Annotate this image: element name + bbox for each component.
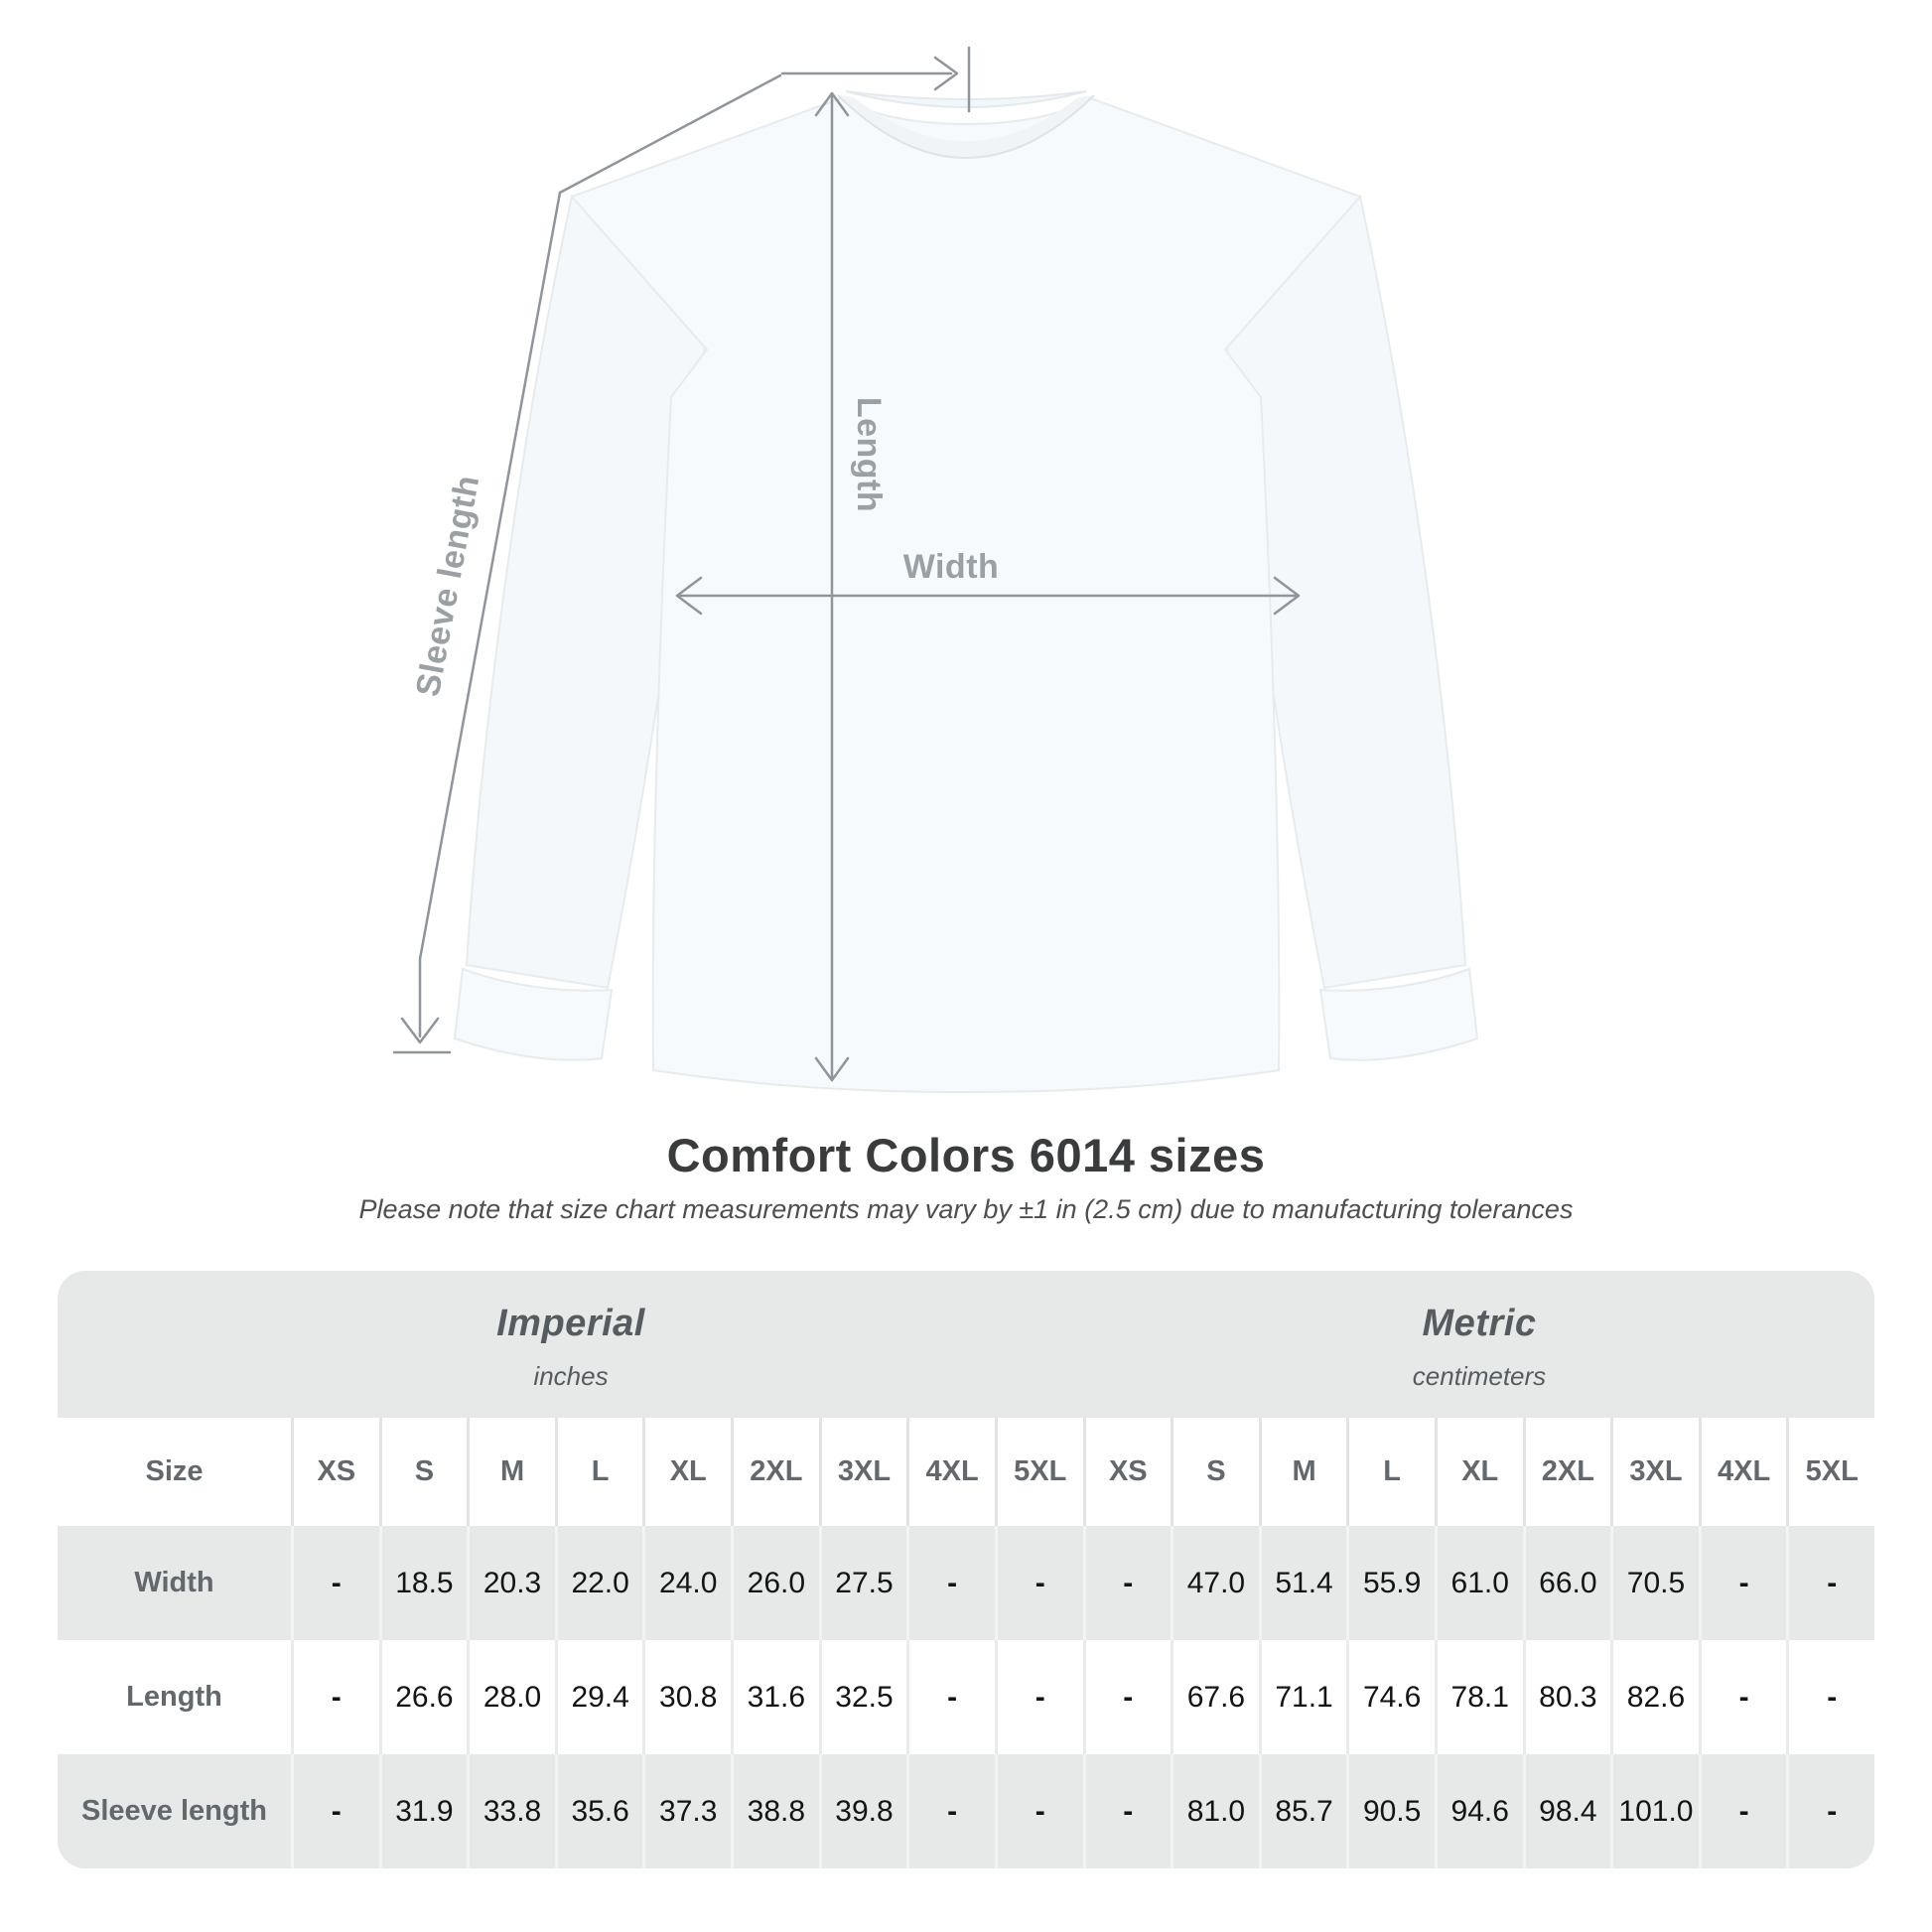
size-header-imperial-3xl [819,1418,907,1526]
size-header-imperial-s [379,1418,468,1526]
value-cell-metric-text: 55.9 [1362,1566,1422,1599]
size-header-metric-l-text: L [1383,1455,1401,1487]
value-cell-metric [1699,1754,1787,1868]
size-table [58,1271,1874,1868]
value-cell-imperial [291,1754,379,1868]
value-cell-imperial-text: 27.5 [835,1566,894,1599]
size-header-metric-m-text: M [1292,1455,1316,1487]
value-cell-metric-text: 80.3 [1539,1680,1597,1714]
value-cell-metric-text: - [1123,1680,1134,1714]
value-cell-metric [1523,1526,1611,1640]
value-cell-metric [1610,1526,1699,1640]
size-header-metric-2xl-text: 2XL [1541,1455,1594,1487]
width-measure-label: Width [902,548,1000,586]
size-header-imperial-5xl-text: 5XL [1014,1455,1067,1487]
value-cell-metric [1523,1754,1611,1868]
value-cell-imperial-text: 30.8 [659,1680,718,1714]
value-cell-imperial-text: 35.6 [571,1794,629,1828]
size-header-imperial-l-text: L [591,1455,610,1487]
unit-group-metric-unit: centimeters [1412,1361,1547,1391]
value-cell-metric-text: 51.4 [1275,1566,1333,1599]
value-cell-imperial [467,1526,555,1640]
value-cell-metric-text: - [1827,1566,1838,1599]
value-cell-imperial [379,1754,468,1868]
size-column-title [58,1418,291,1526]
value-cell-metric [1171,1526,1259,1640]
size-header-imperial-xs-text: XS [317,1455,356,1487]
value-cell-metric-text: 74.6 [1362,1680,1422,1714]
row-label [58,1640,291,1754]
row-label-text: Length [126,1681,222,1713]
size-header-metric-5xl [1786,1418,1874,1526]
value-cell-metric [1523,1640,1611,1754]
value-cell-metric-text: - [1827,1680,1838,1714]
value-cell-imperial [467,1640,555,1754]
size-column-title-text: Size [145,1455,204,1487]
value-cell-imperial [995,1526,1083,1640]
unit-group-metric-name: Metric [1422,1303,1537,1344]
value-cell-metric [1259,1754,1347,1868]
size-header-metric-4xl-text: 4XL [1717,1455,1771,1487]
value-cell-metric [1083,1754,1172,1868]
size-header-imperial-xl-text: XL [669,1455,707,1487]
table-row-sleeve-length [58,1754,1874,1868]
row-label [58,1754,291,1868]
value-cell-metric [1786,1526,1874,1640]
value-cell-metric [1259,1640,1347,1754]
value-cell-metric-text: 61.0 [1450,1566,1509,1599]
value-cell-metric [1699,1640,1787,1754]
value-cell-imperial-text: 22.0 [571,1566,629,1599]
table-row-length [58,1640,1874,1754]
value-cell-imperial [555,1754,643,1868]
size-header-imperial-3xl-text: 3XL [837,1455,892,1487]
size-header-metric-s-text: S [1206,1455,1226,1487]
value-cell-imperial-text: 24.0 [659,1566,718,1599]
value-cell-metric [1346,1754,1435,1868]
size-header-metric-3xl [1610,1418,1699,1526]
unit-group-metric [1084,1271,1874,1418]
value-cell-imperial-text: 39.8 [835,1794,894,1828]
value-cell-metric-text: - [1738,1680,1749,1714]
value-cell-metric-text: 94.6 [1450,1794,1509,1828]
value-cell-metric-text: 81.0 [1186,1794,1246,1828]
value-cell-imperial [906,1754,995,1868]
size-header-metric-xl [1435,1418,1523,1526]
size-header-metric-3xl-text: 3XL [1629,1455,1683,1487]
unit-group-imperial-unit: inches [533,1361,609,1391]
value-cell-imperial [819,1526,907,1640]
value-cell-imperial [731,1640,819,1754]
size-header-metric-5xl-text: 5XL [1805,1455,1859,1487]
value-cell-imperial-text: 38.8 [747,1794,806,1828]
size-header-imperial-s-text: S [414,1455,435,1487]
size-header-imperial-m [467,1418,555,1526]
sleeve-measure-label: Sleeve length [408,472,487,700]
value-cell-imperial-text: - [1035,1566,1045,1599]
size-header-imperial-4xl-text: 4XL [925,1455,979,1487]
value-cell-imperial [731,1526,819,1640]
value-cell-imperial-text: - [947,1566,958,1599]
value-cell-metric [1083,1526,1172,1640]
value-cell-imperial [819,1640,907,1754]
value-cell-imperial-text: - [331,1680,342,1714]
value-cell-imperial-text: 32.5 [835,1680,894,1714]
page-title: Comfort Colors 6014 sizes [666,1129,1266,1181]
value-cell-metric-text: - [1123,1566,1134,1599]
value-cell-metric [1435,1526,1523,1640]
value-cell-imperial [291,1526,379,1640]
value-cell-imperial [819,1754,907,1868]
unit-group-imperial [58,1271,1084,1418]
size-header-imperial-m-text: M [499,1455,525,1487]
value-cell-metric [1259,1526,1347,1640]
value-cell-imperial-text: 33.8 [483,1794,542,1828]
value-cell-metric [1435,1754,1523,1868]
value-cell-imperial [906,1526,995,1640]
size-header-row [58,1418,1874,1526]
size-header-imperial-xl [642,1418,731,1526]
value-cell-imperial [642,1754,731,1868]
value-cell-imperial-text: - [331,1566,342,1599]
value-cell-metric [1171,1754,1259,1868]
value-cell-metric [1435,1640,1523,1754]
size-header-metric-4xl [1699,1418,1787,1526]
value-cell-metric [1610,1754,1699,1868]
value-cell-imperial-text: 31.6 [747,1680,806,1714]
value-cell-imperial [555,1526,643,1640]
value-cell-imperial-text: 37.3 [659,1794,718,1828]
value-cell-imperial-text: 26.6 [395,1680,454,1714]
value-cell-imperial [555,1640,643,1754]
value-cell-imperial [379,1640,468,1754]
value-cell-metric-text: 78.1 [1450,1680,1509,1714]
value-cell-metric [1171,1640,1259,1754]
size-header-imperial-5xl [995,1418,1083,1526]
row-label-text: Width [134,1567,214,1598]
unit-group-imperial-name: Imperial [496,1303,645,1344]
size-header-metric-l [1346,1418,1435,1526]
unit-band [58,1271,1874,1418]
size-header-metric-m [1259,1418,1347,1526]
value-cell-metric [1786,1754,1874,1868]
value-cell-metric-text: 82.6 [1626,1680,1686,1714]
value-cell-metric-text: - [1738,1566,1749,1599]
row-label-text: Sleeve length [81,1795,267,1827]
value-cell-imperial-text: 26.0 [747,1566,806,1599]
size-header-metric-xl-text: XL [1461,1455,1499,1487]
size-header-metric-2xl [1523,1418,1611,1526]
value-cell-metric [1346,1640,1435,1754]
value-cell-metric-text: 101.0 [1618,1794,1694,1828]
value-cell-imperial [731,1754,819,1868]
shirt-collar-back [846,91,1086,107]
value-cell-imperial [379,1526,468,1640]
value-cell-imperial-text: 20.3 [483,1566,542,1599]
size-header-metric-s [1171,1418,1259,1526]
length-measure-label: Length [850,396,888,513]
row-label [58,1526,291,1640]
value-cell-metric-text: 90.5 [1362,1794,1422,1828]
value-cell-metric [1786,1640,1874,1754]
value-cell-imperial-text: - [1035,1794,1045,1828]
value-cell-imperial [995,1640,1083,1754]
value-cell-metric-text: - [1123,1794,1134,1828]
value-cell-imperial-text: 29.4 [571,1680,629,1714]
value-cell-imperial [291,1640,379,1754]
size-header-imperial-4xl [906,1418,995,1526]
page-subtitle: Please note that size chart measurements may vary by ±1 in (2.5 cm) due to manufacturing tolerances [358,1194,1574,1224]
value-cell-metric-text: - [1738,1794,1749,1828]
value-cell-imperial-text: - [947,1680,958,1714]
value-cell-metric-text: 71.1 [1275,1680,1333,1714]
value-cell-metric [1610,1640,1699,1754]
value-cell-imperial [467,1754,555,1868]
size-header-imperial-l [555,1418,643,1526]
value-cell-imperial [642,1526,731,1640]
value-cell-metric-text: 85.7 [1275,1794,1333,1828]
value-cell-imperial [642,1640,731,1754]
value-cell-imperial [906,1640,995,1754]
value-cell-metric-text: 47.0 [1186,1566,1246,1599]
value-cell-metric-text: 66.0 [1539,1566,1597,1599]
size-header-imperial-2xl [731,1418,819,1526]
value-cell-imperial [995,1754,1083,1868]
value-cell-imperial-text: 28.0 [483,1680,542,1714]
value-cell-metric [1346,1526,1435,1640]
value-cell-imperial-text: 18.5 [395,1566,454,1599]
value-cell-imperial-text: - [947,1794,958,1828]
value-cell-metric-text: 70.5 [1626,1566,1686,1599]
table-row-width [58,1526,1874,1640]
value-cell-imperial-text: - [331,1794,342,1828]
size-header-metric-xs-text: XS [1108,1455,1148,1487]
size-header-metric-xs [1083,1418,1172,1526]
size-table-grid [58,1418,1874,1868]
value-cell-imperial-text: 31.9 [395,1794,454,1828]
size-header-imperial-xs [291,1418,379,1526]
value-cell-imperial-text: - [1035,1680,1045,1714]
value-cell-metric [1083,1640,1172,1754]
value-cell-metric-text: - [1827,1794,1838,1828]
size-header-imperial-2xl-text: 2XL [750,1455,803,1487]
value-cell-metric [1699,1526,1787,1640]
value-cell-metric-text: 67.6 [1186,1680,1246,1714]
value-cell-metric-text: 98.4 [1539,1794,1597,1828]
